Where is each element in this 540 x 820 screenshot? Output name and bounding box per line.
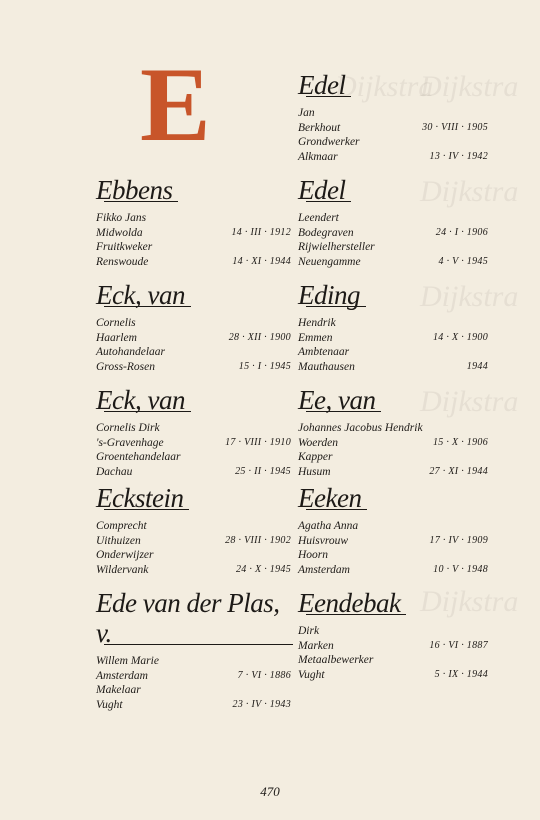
entry: [298, 70, 488, 164]
entry-surname: Eeken: [298, 483, 365, 513]
entry-death: Wildervank 24 · X · 1945: [96, 563, 291, 576]
entry: [298, 483, 488, 577]
decorative-initial-letter: E: [140, 46, 211, 163]
entry-given-names: Cornelis Dirk: [96, 422, 160, 434]
entry-surname: Eckstein: [96, 483, 187, 513]
entry-surname: Eding: [298, 280, 364, 310]
page-number: 470: [260, 784, 280, 799]
entry-occupation: Makelaar: [96, 684, 141, 696]
entry-birth: 's-Gravenhage 17 · VIII · 1910: [96, 436, 291, 449]
entry: [96, 280, 291, 374]
entry-death: Gross-Rosen 15 · I · 1945: [96, 360, 291, 373]
entry-occupation: Metaalbewerker: [298, 654, 374, 666]
entry-given-names: Willem Marie: [96, 655, 159, 667]
entry-surname: Eck, van: [96, 385, 189, 415]
entry-given-names: Cornelis: [96, 317, 136, 329]
bleed-through-text: Dijkstra: [420, 280, 519, 313]
entry-birth: Haarlem 28 · XII · 1900: [96, 331, 291, 344]
entry: [298, 280, 488, 374]
entry: [298, 385, 488, 479]
entry-death: Dachau 25 · II · 1945: [96, 465, 291, 478]
entry-occupation: Fruitkweker: [96, 241, 153, 253]
entry-surname: Ede van der Plas, v.: [96, 588, 291, 648]
bleed-through-text: Dijkstra: [420, 585, 519, 618]
entry-occupation: Kapper: [298, 451, 333, 463]
entry-given-names: Johannes Jacobus Hendrik: [298, 422, 423, 434]
entry: [298, 588, 488, 682]
entry-given-names: Agatha Anna: [298, 520, 359, 532]
entry-occupation: Hoorn: [298, 549, 329, 561]
entry-birth: Huisvrouw 17 · IV · 1909: [298, 534, 488, 547]
entry: [298, 175, 488, 269]
bleed-through-text: Dijkstra: [420, 385, 519, 418]
bleed-through-text: Dijkstra: [335, 70, 434, 103]
entry-birth: Amsterdam 7 · VI · 1886: [96, 669, 291, 682]
entry-surname: Ee, van: [298, 385, 379, 415]
entry-occupation: Autohandelaar: [96, 346, 165, 358]
entry-given-names: Hendrik: [298, 317, 336, 329]
entry-surname: Eendebak: [298, 588, 404, 618]
entry-given-names: Comprecht: [96, 520, 147, 532]
entry-death: Renswoude 14 · XI · 1944: [96, 255, 291, 268]
entry-death: Amsterdam 10 · V · 1948: [298, 563, 488, 576]
entry-given-names: Fikko Jans: [96, 212, 147, 224]
entry-occupation: Ambtenaar: [298, 346, 350, 358]
entry-surname: Edel: [298, 70, 349, 100]
entry-surname: Ebbens: [96, 175, 176, 205]
entry-death: Alkmaar 13 · IV · 1942: [298, 150, 488, 163]
bleed-through-text: Dijkstra: [420, 175, 519, 208]
entry-birth: Uithuizen 28 · VIII · 1902: [96, 534, 291, 547]
bleed-through-text: Dijkstra: [420, 70, 519, 103]
entry-death: Vught 5 · IX · 1944: [298, 668, 488, 681]
entry-death: Mauthausen 1944: [298, 360, 488, 373]
entry-death: Husum 27 · XI · 1944: [298, 465, 488, 478]
entry-surname: Edel: [298, 175, 349, 205]
entry-birth: Bodegraven 24 · I · 1906: [298, 226, 488, 239]
entry-given-names: Leendert: [298, 212, 339, 224]
entry-given-names: Jan: [298, 107, 315, 119]
entry-surname: Eck, van: [96, 280, 189, 310]
entry-birth: Woerden 15 · X · 1906: [298, 436, 488, 449]
entry-given-names: Dirk: [298, 625, 320, 637]
entry-death: Vught 23 · IV · 1943: [96, 698, 291, 711]
entry-birth: Marken 16 · VI · 1887: [298, 639, 488, 652]
entry-birth: Midwolda 14 · III · 1912: [96, 226, 291, 239]
entry: [96, 588, 291, 712]
entry-occupation: Rijwielhersteller: [298, 241, 375, 253]
entry-occupation: Grondwerker: [298, 136, 360, 148]
entry: [96, 175, 291, 269]
entry-occupation: Onderwijzer: [96, 549, 154, 561]
entry: [96, 483, 291, 577]
entry-birth: Emmen 14 · X · 1900: [298, 331, 488, 344]
entry: [96, 385, 291, 479]
entry-birth: Berkhout 30 · VIII · 1905: [298, 121, 488, 134]
entry-death: Neuengamme 4 · V · 1945: [298, 255, 488, 268]
entry-occupation: Groentehandelaar: [96, 451, 181, 463]
